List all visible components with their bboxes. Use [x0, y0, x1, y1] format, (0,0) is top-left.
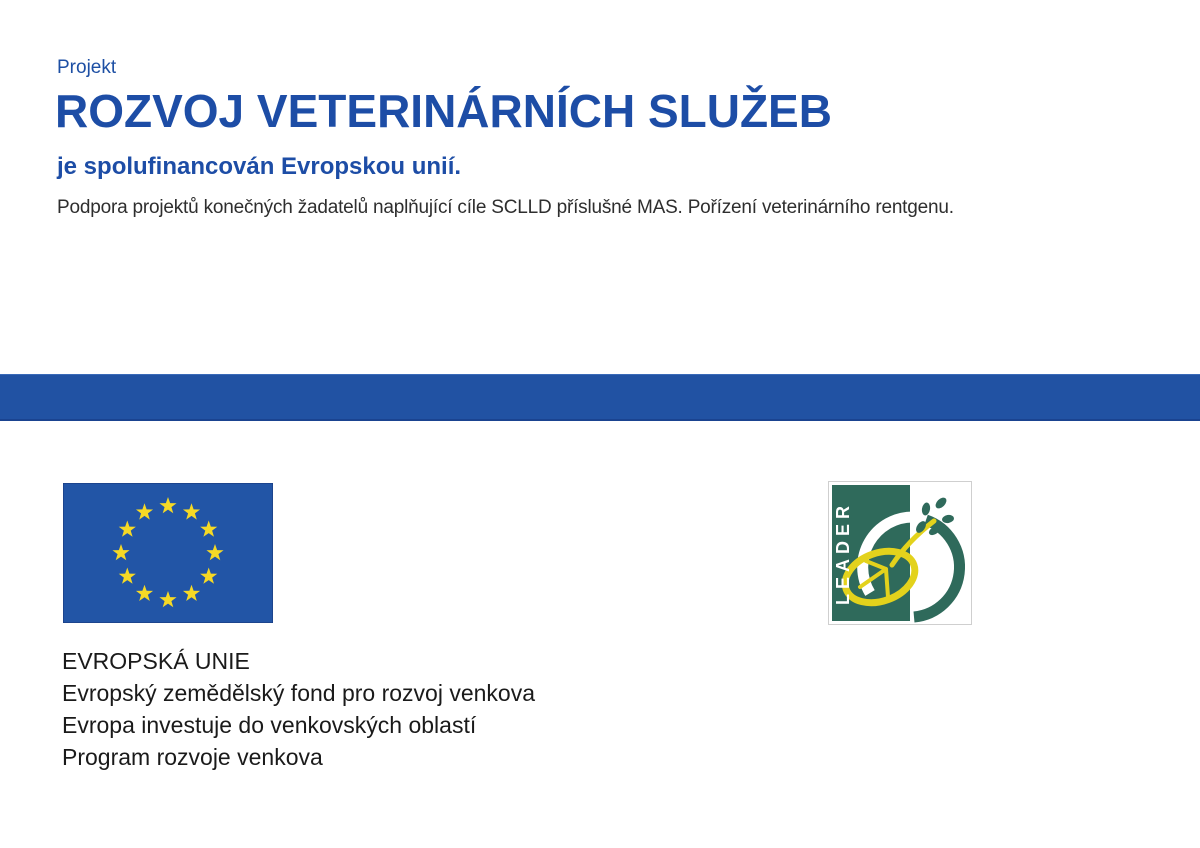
funding-attribution — [62, 645, 535, 773]
funding-line-program: Program rozvoje venkova — [62, 744, 323, 770]
funding-line-eu: EVROPSKÁ UNIE — [62, 648, 250, 674]
project-description: Podpora projektů konečných žadatelů naplňující cíle SCLLD příslušné MAS. Pořízení veterinárního rentgenu. — [57, 197, 954, 218]
blue-divider-bar — [0, 374, 1200, 421]
eu-flag-icon — [63, 483, 273, 623]
cofinancing-subtitle: je spolufinancován Evropskou unií. — [57, 153, 462, 180]
funding-line-invest: Evropa investuje do venkovských oblastí — [62, 712, 477, 738]
project-label: Projekt — [57, 57, 117, 78]
funding-line-fund: Evropský zemědělský fond pro rozvoj venkova — [62, 680, 535, 706]
leader-logo-label: LEADER — [833, 500, 853, 606]
page-title: ROZVOJ VETERINÁRNÍCH SLUŽEB — [55, 85, 832, 137]
leader-logo-icon — [828, 481, 972, 625]
